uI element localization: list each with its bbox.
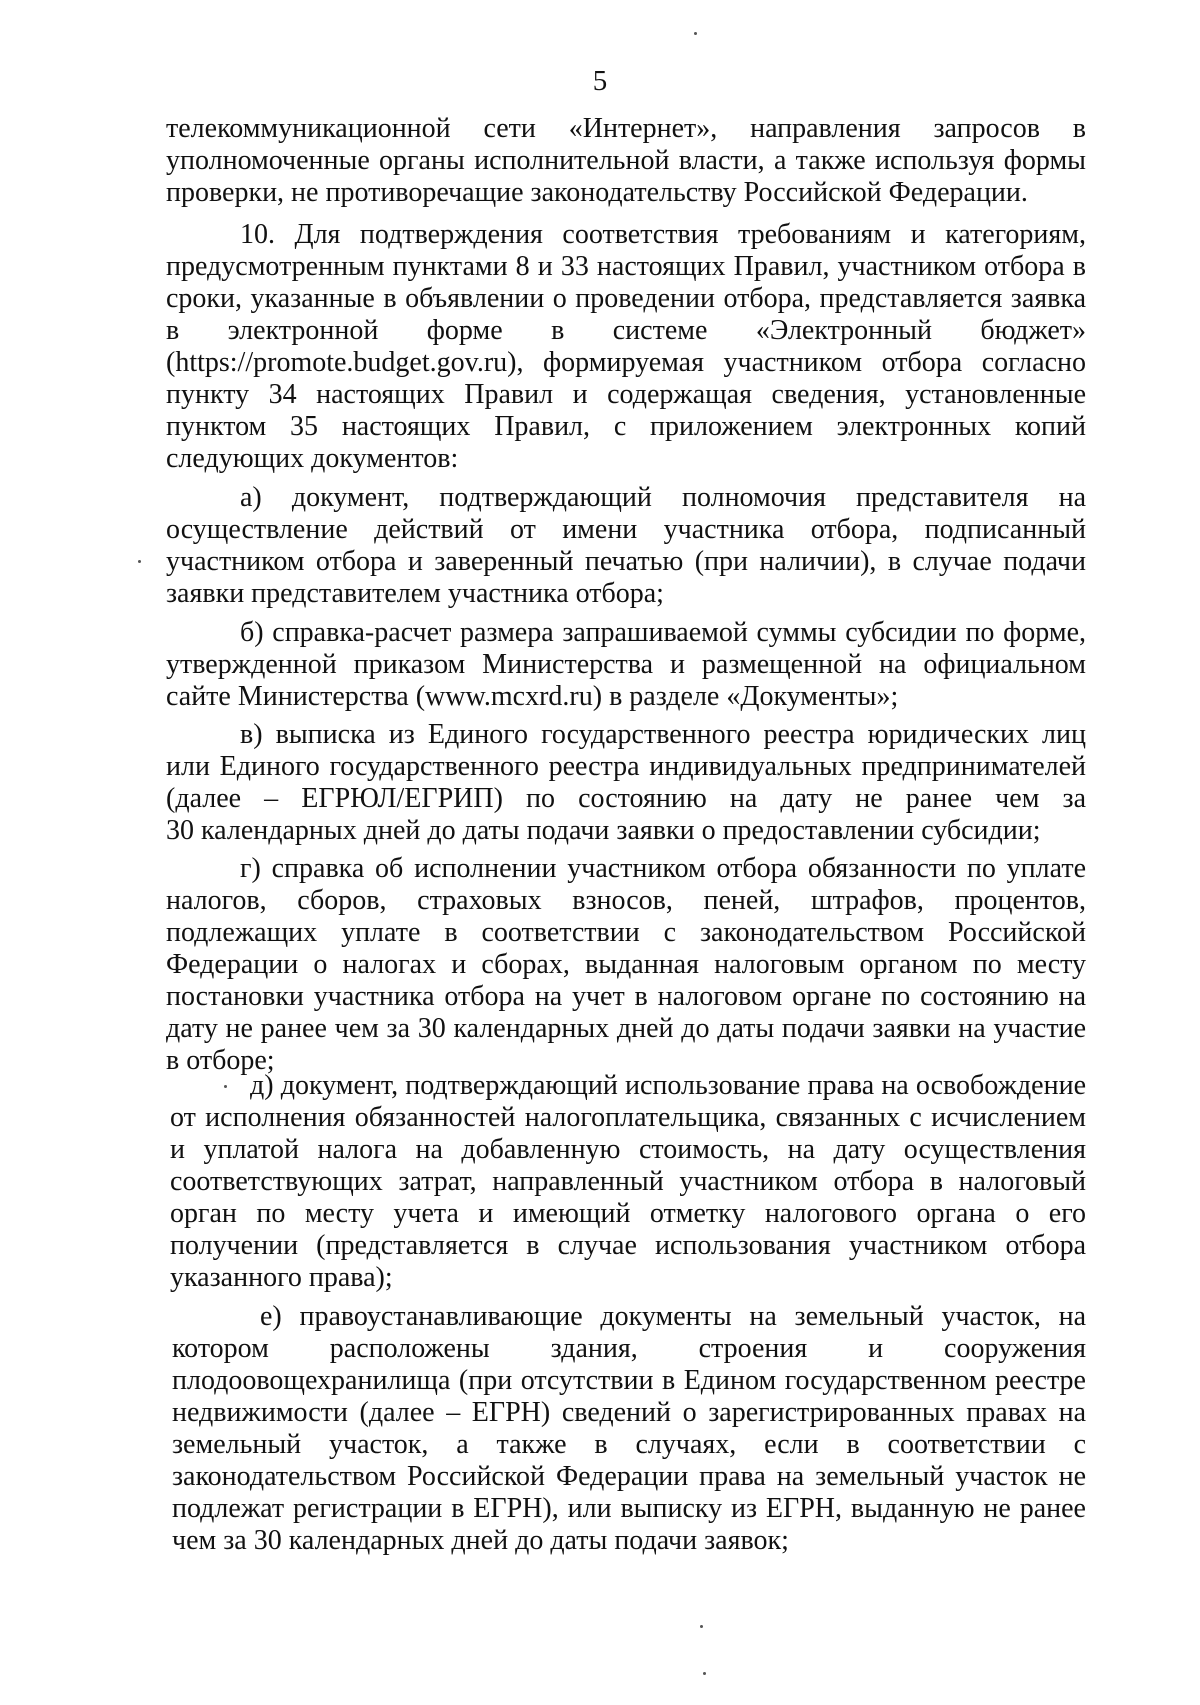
text-line: законодательством Российской Федерации права на земельный участок не xyxy=(172,1461,1086,1492)
text-line: земельный участок, а также в случаях, если в соответствии с xyxy=(172,1429,1086,1460)
text-line: сайте Министерства (www.mcxrd.ru) в разделе «Документы»; xyxy=(166,681,899,712)
text-line: получении (представляется в случае использования участником отбора xyxy=(170,1230,1086,1261)
text-line: или Единого государственного реестра индивидуальных предпринимателей xyxy=(166,751,1086,782)
text-line: заявки представителем участника отбора; xyxy=(166,578,664,609)
text-line: осуществление действий от имени участника отбора, подписанный xyxy=(166,514,1086,545)
text-line: дату не ранее чем за 30 календарных дней до даты подачи заявки на участие xyxy=(166,1013,1086,1044)
text-line: д) документ, подтверждающий использование права на освобождение xyxy=(250,1070,1086,1101)
scan-speck xyxy=(224,1085,227,1088)
text-line: в) выписка из Единого государственного реестра юридических лиц xyxy=(240,719,1086,750)
text-line: подлежащих уплате в соответствии с законодательством Российской xyxy=(166,917,1086,948)
text-line: г) справка об исполнении участником отбора обязанности по уплате xyxy=(240,853,1086,884)
text-line: недвижимости (далее – ЕГРН) сведений о зарегистрированных правах на xyxy=(172,1397,1086,1428)
text-line: пункту 34 настоящих Правил и содержащая сведения, установленные xyxy=(166,379,1086,410)
text-line: сроки, указанные в объявлении о проведении отбора, представляется заявка xyxy=(166,283,1086,314)
text-line: предусмотренным пунктами 8 и 33 настоящих Правил, участником отбора в xyxy=(166,251,1086,282)
scan-speck xyxy=(700,1625,703,1628)
text-line: 10. Для подтверждения соответствия требованиям и категориям, xyxy=(240,219,1086,250)
text-line: от исполнения обязанностей налогоплательщика, связанных с исчислением xyxy=(170,1102,1086,1133)
scan-speck xyxy=(138,560,141,563)
scan-speck xyxy=(694,32,697,35)
text-line: указанного права); xyxy=(170,1262,393,1293)
text-line: котором расположены здания, строения и сооружения xyxy=(172,1333,1086,1364)
text-line: уполномоченные органы исполнительной власти, а также используя формы xyxy=(166,145,1086,176)
text-line: орган по месту учета и имеющий отметку налогового органа о его xyxy=(170,1198,1086,1229)
text-line: (https://promote.budget.gov.ru), формируемая участником отбора согласно xyxy=(166,347,1086,378)
text-line: постановки участника отбора на учет в налоговом органе по состоянию на xyxy=(166,981,1086,1012)
text-line: Федерации о налогах и сборах, выданная налоговым органом по месту xyxy=(166,949,1086,980)
text-line: а) документ, подтверждающий полномочия представителя на xyxy=(240,482,1086,513)
text-line: участником отбора и заверенный печатью (при наличии), в случае подачи xyxy=(166,546,1086,577)
scan-speck xyxy=(703,1672,706,1675)
text-line: плодоовощехранилища (при отсутствии в Едином государственном реестре xyxy=(172,1365,1086,1396)
text-line: б) справка-расчет размера запрашиваемой суммы субсидии по форме, xyxy=(240,617,1086,648)
text-line: (далее – ЕГРЮЛ/ЕГРИП) по состоянию на дату не ранее чем за xyxy=(166,783,1086,814)
text-line: в электронной форме в системе «Электронный бюджет» xyxy=(166,315,1086,346)
text-line: в отборе; xyxy=(166,1045,275,1076)
text-line: следующих документов: xyxy=(166,443,459,474)
text-line: пунктом 35 настоящих Правил, с приложением электронных копий xyxy=(166,411,1086,442)
text-line: утвержденной приказом Министерства и размещенной на официальном xyxy=(166,649,1086,680)
text-line: проверки, не противоречащие законодательству Российской Федерации. xyxy=(166,177,1028,208)
text-line: 30 календарных дней до даты подачи заявки о предоставлении субсидии; xyxy=(166,815,1041,846)
text-line: и уплатой налога на добавленную стоимость, на дату осуществления xyxy=(170,1134,1086,1165)
text-line: соответствующих затрат, направленный участником отбора в налоговый xyxy=(170,1166,1086,1197)
text-line: подлежат регистрации в ЕГРН), или выписку из ЕГРН, выданную не ранее xyxy=(172,1493,1086,1524)
text-line: чем за 30 календарных дней до даты подачи заявок; xyxy=(172,1525,789,1556)
page-number: 5 xyxy=(592,65,608,97)
text-line: телекоммуникационной сети «Интернет», направления запросов в xyxy=(166,113,1086,144)
text-line: налогов, сборов, страховых взносов, пеней, штрафов, процентов, xyxy=(166,885,1086,916)
text-line: е) правоустанавливающие документы на земельный участок, на xyxy=(260,1301,1086,1332)
